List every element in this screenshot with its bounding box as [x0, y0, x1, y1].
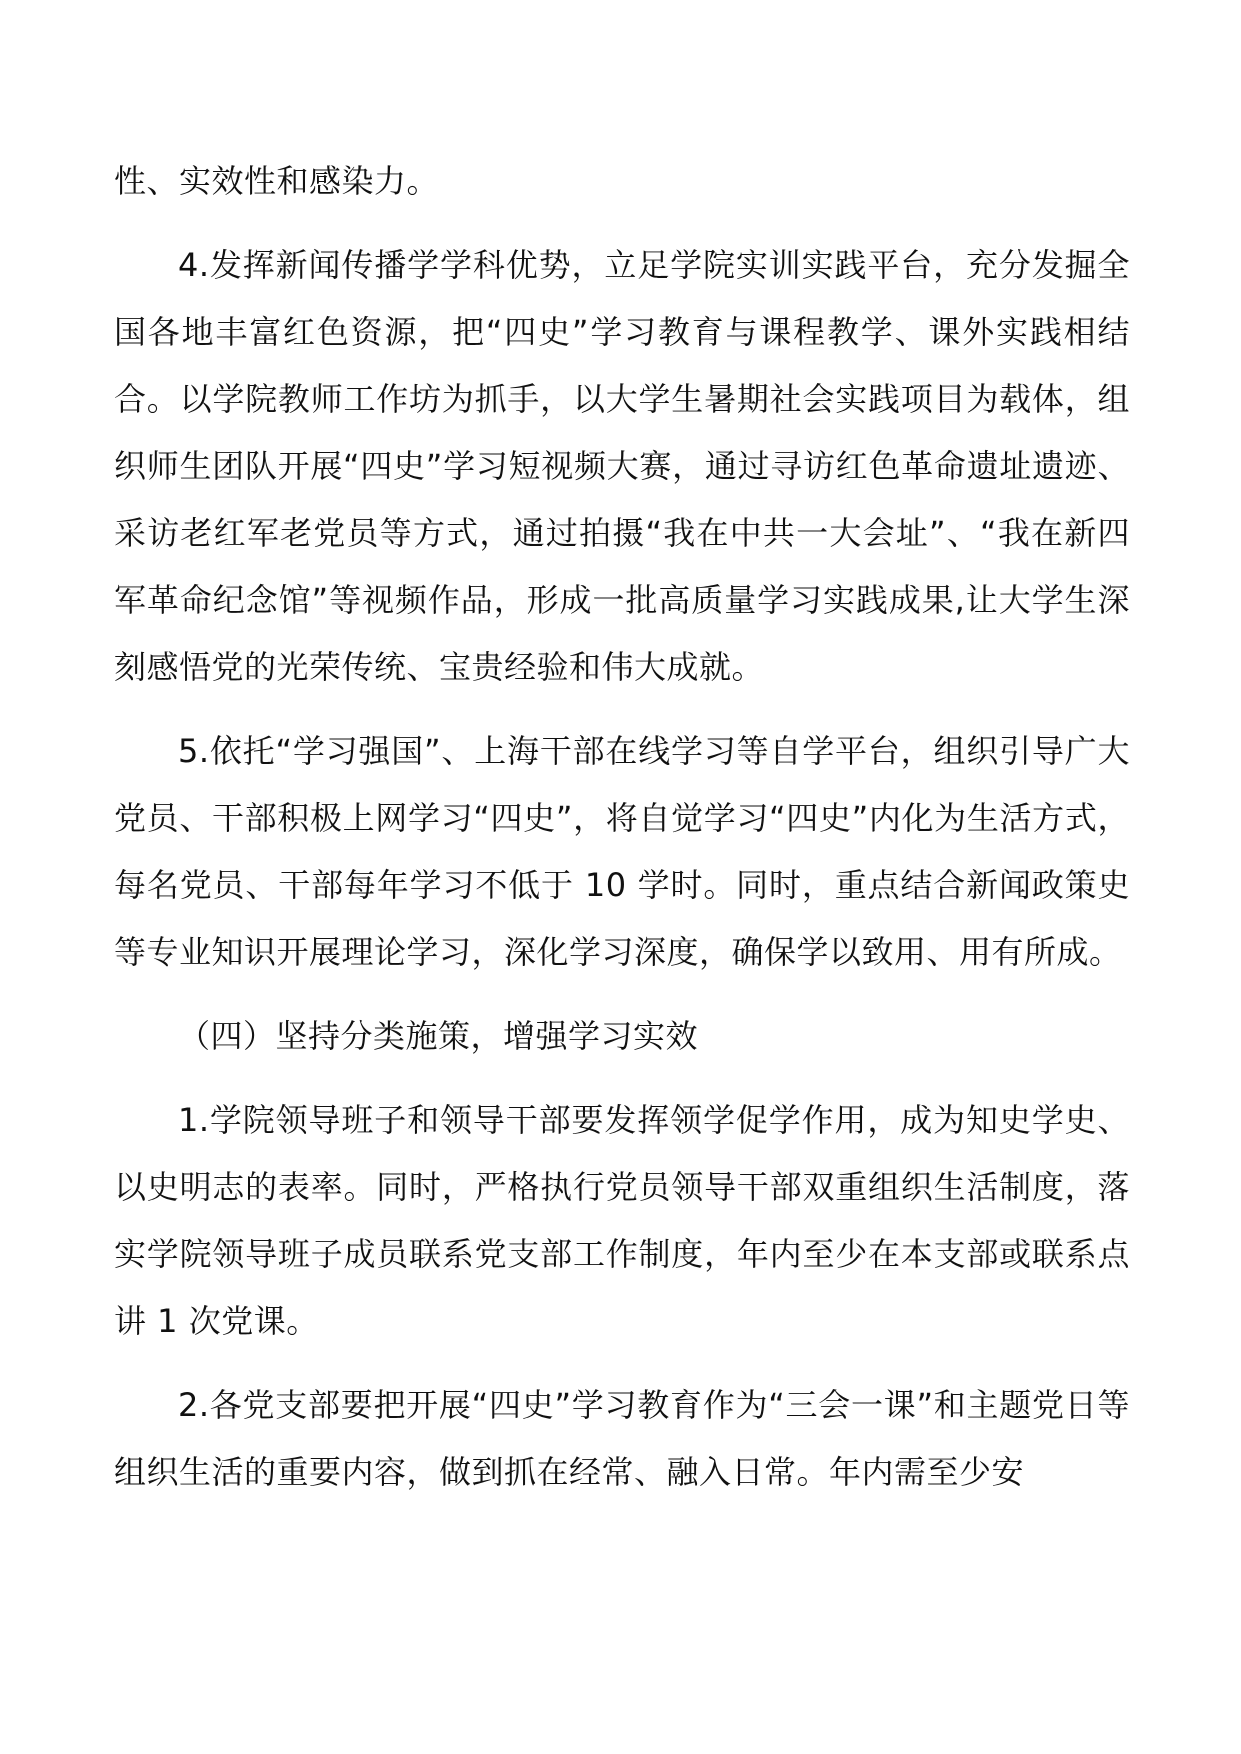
section-heading-4: （四）坚持分类施策，增强学习实效: [178, 1017, 699, 1055]
paragraph-item-5: 5.依托“学习强国”、上海干部在线学习等自学平台，组织引导广大党员、干部积极上网学习“四史”，将自觉学习“四史”内化为生活方式，每名党员、干部每年学习不低于 10 学时。同时，重点结合新闻政策史等专业知识开展理论学习，深化学习深度，确保学以致用、用有所成。: [114, 732, 1130, 971]
paragraph-item-1: 1.学院领导班子和领导干部要发挥领学促学作用，成为知史学史、以史明志的表率。同时，严格执行党员领导干部双重组织生活制度，落实学院领导班子成员联系党支部工作制度，年内至少在本支部或联系点讲 1 次党课。: [114, 1101, 1130, 1340]
paragraph-item-4: 4.发挥新闻传播学学科优势，立足学院实训实践平台，充分发掘全国各地丰富红色资源，把“四史”学习教育与课程教学、课外实践相结合。以学院教师工作坊为抓手，以大学生暑期社会实践项目为载体，组织师生团队开展“四史”学习短视频大赛，通过寻访红色革命遗址遗迹、采访老红军老党员等方式，通过拍摄“我在中共一大会址”、“我在新四军革命纪念馆”等视频作品，形成一批高质量学习实践成果,让大学生深刻感悟党的光荣传统、宝贵经验和伟大成就。: [114, 246, 1130, 686]
paragraph-continuation: 性、实效性和感染力。: [114, 162, 440, 200]
document-body: [114, 148, 1130, 1523]
paragraph-item-2: 2.各党支部要把开展“四史”学习教育作为“三会一课”和主题党日等组织生活的重要内容，做到抓在经常、融入日常。年内需至少安: [114, 1386, 1130, 1491]
